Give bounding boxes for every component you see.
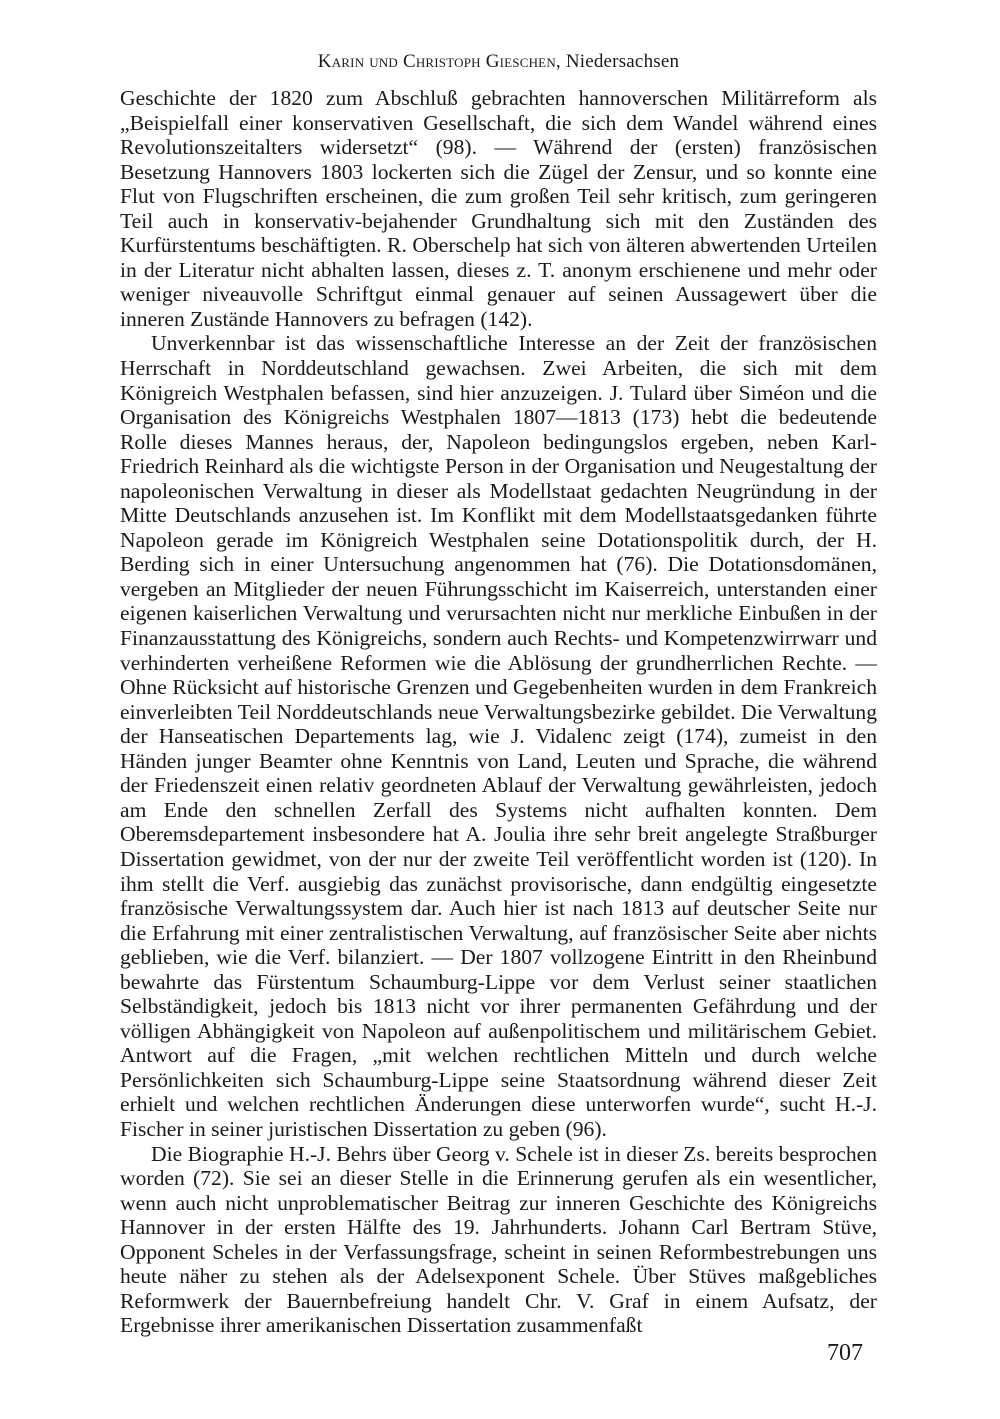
paragraph-1: Geschichte der 1820 zum Abschluß gebrachten hannoverschen Militärreform als „Beispielfall einer konservativen Gesellschaft, die sich dem Wandel während eines Revolutionszeitalters widersetzt“ (98). — Während der (ersten) französischen Besetzung Hannovers 1803 lockerten sich die Zügel der Zensur, und so konnte eine Flut von Flugschriften erscheinen, die zum großen Teil sehr kritisch, zum geringeren Teil auch in konservativ-bejahender Grundhaltung sich mit den Zuständen des Kurfürstentums beschäftigten. R. Oberschelp hat sich von älteren abwertenden Urteilen in der Literatur nicht abhalten lassen, dieses z. T. anonym erschienene und mehr oder weniger niveauvolle Schriftgut einmal genauer auf seinen Aussagewert über die inneren Zustände Hannovers zu befragen (142). bbox=[120, 86, 877, 331]
header-region: Niedersachsen bbox=[565, 51, 680, 72]
running-head bbox=[120, 50, 877, 74]
header-separator: , bbox=[555, 51, 566, 72]
page-number: 707 bbox=[827, 1340, 863, 1366]
document-page bbox=[120, 50, 877, 1338]
paragraph-2: Unverkennbar ist das wissenschaftliche Interesse an der Zeit der französischen Herrschaft in Norddeutschland gewachsen. Zwei Arbeiten, die sich mit dem Königreich Westphalen befassen, sind hier anzuzeigen. J. Tulard über Siméon und die Organisation des Königreichs Westphalen 1807—1813 (173) hebt die bedeutende Rolle dieses Mannes heraus, der, Napoleon bedingungslos ergeben, neben Karl-Friedrich Reinhard als die wichtigste Person in der Organisation und Neugestaltung der napoleonischen Verwaltung in dieser als Modellstaat gedachten Neugründung in der Mitte Deutschlands anzusehen ist. Im Konflikt mit dem Modellstaatsgedanken führte Napoleon gerade im Königreich Westphalen seine Dotationspolitik durch, der H. Berding sich in einer Untersuchung angenommen hat (76). Die Dotationsdomänen, vergeben an Mitglieder der neuen Führungsschicht im Kaiserreich, unterstanden einer eigenen kaiserlichen Verwaltung und verursachten nicht nur merkliche Einbußen in der Finanzausstattung des Königreichs, sondern auch Rechts- und Kompetenzwirrwarr und verhinderten verheißene Reformen wie die Ablösung der grundherrlichen Rechte. — Ohne Rücksicht auf historische Grenzen und Gegebenheiten wurden in dem Frankreich einverleibten Teil Norddeutschlands neue Verwaltungsbezirke gebildet. Die Verwaltung der Hanseatischen Departements lag, wie J. Vidalenc zeigt (174), zumeist in den Händen junger Beamter ohne Kenntnis von Land, Leuten und Sprache, die während der Friedenszeit einen relativ geordneten Ablauf der Verwaltung gewährleisten, jedoch am Ende den schnellen Zerfall des Systems nicht aufhalten konnten. Dem Oberemsdepartement insbesondere hat A. Joulia ihre sehr breit angelegte Straßburger Dissertation gewidmet, von der nur der zweite Teil veröffentlicht worden ist (120). In ihm stellt die Verf. ausgiebig das zunächst provisorische, dann endgültig eingesetzte französische Verwaltungssystem dar. Auch hier ist nach 1813 auf deutscher Seite nur die Erfahrung mit einer zentralistischen Verwaltung, auf französischer Seite aber nichts geblieben, wie die Verf. bilanziert. — Der 1807 vollzogene Eintritt in den Rheinbund bewahrte das Fürstentum Schaumburg-Lippe vor dem Verlust seiner staatlichen Selbständigkeit, jedoch bis 1813 nicht vor ihrer permanenten Gefährdung und der völligen Abhängigkeit von Napoleon auf außenpolitischem und militärischem Gebiet. Antwort auf die Fragen, „mit welchen rechtlichen Mitteln und durch welche Persönlichkeiten sich Schaumburg-Lippe seine Staatsordnung während dieser Zeit erhielt und welchen rechtlichen Änderungen diese unterworfen wurde“, sucht H.-J. Fischer in seiner juristischen Dissertation zu geben (96). bbox=[120, 331, 877, 1141]
header-authors: Karin und Christoph Gieschen bbox=[317, 51, 556, 72]
paragraph-3: Die Biographie H.-J. Behrs über Georg v. Schele ist in dieser Zs. bereits besprochen worden (72). Sie sei an dieser Stelle in die Erinnerung gerufen als ein wesentlicher, wenn auch nicht unproblematischer Beitrag zur inneren Geschichte des Königreichs Hannover in der ersten Hälfte des 19. Jahrhunderts. Johann Carl Bertram Stüve, Opponent Scheles in der Verfassungsfrage, scheint in seinen Reformbestrebungen uns heute näher zu stehen als der Adelsexponent Schele. Über Stüves maßgebliches Reformwerk der Bauernbefreiung handelt Chr. V. Graf in einem Aufsatz, der Ergebnisse ihrer amerikanischen Dissertation zusammenfaßt bbox=[120, 1141, 877, 1338]
body-text bbox=[120, 86, 877, 1338]
